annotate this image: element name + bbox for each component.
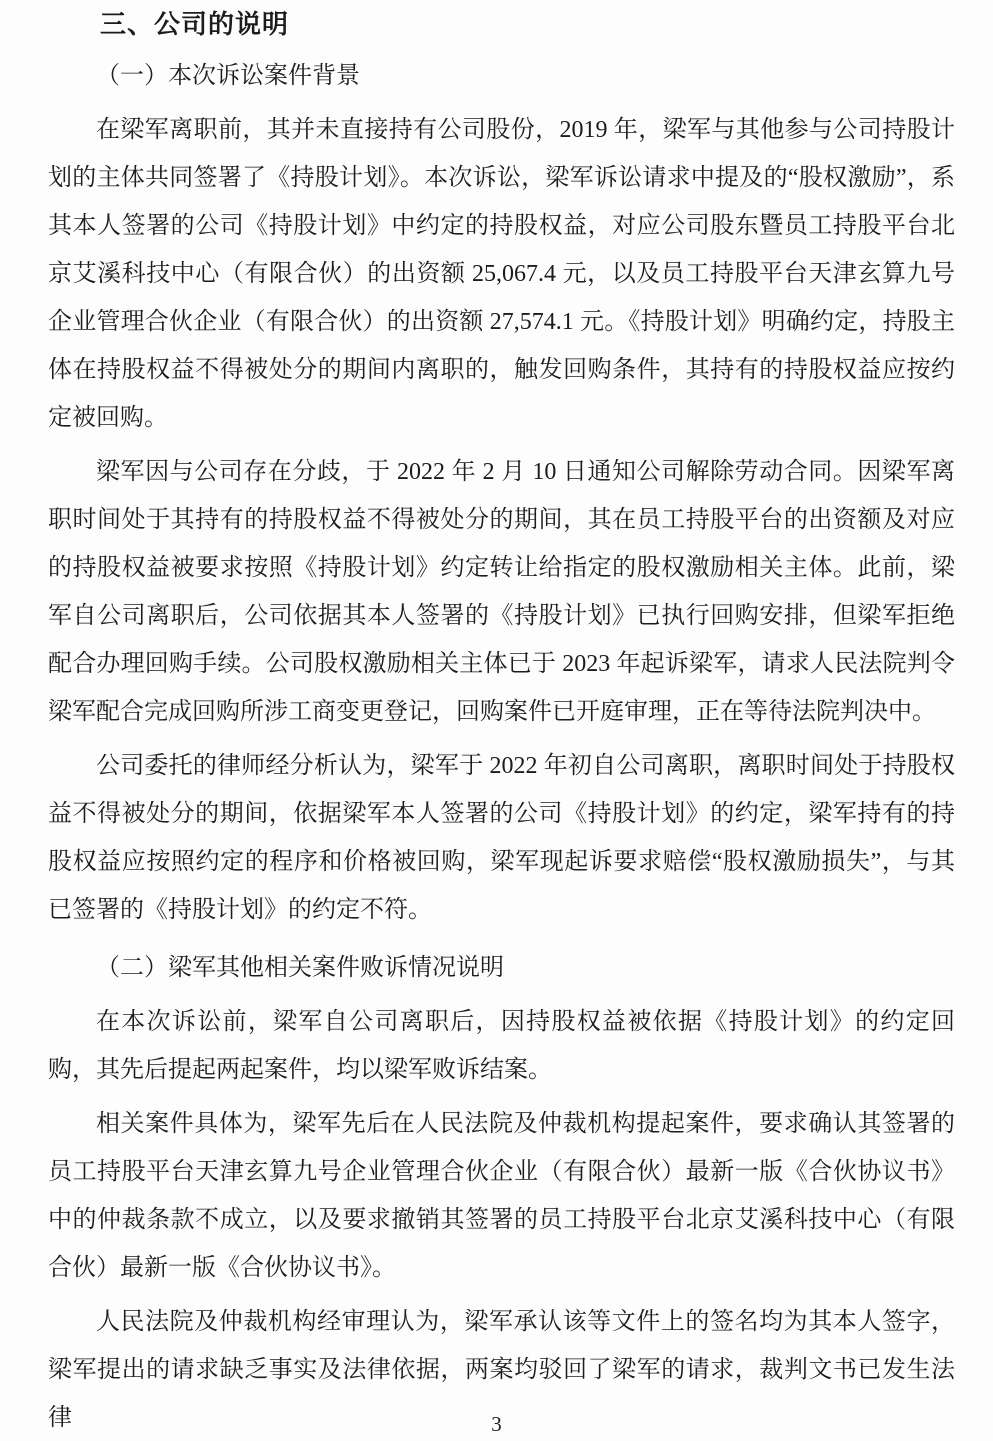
section-1-paragraph-2: 梁军因与公司存在分歧，于 2022 年 2 月 10 日通知公司解除劳动合同。因梁军离职时间处于其持有的持股权益不得被处分的期间，其在员工持股平台的出资额及对应的持股权益被要求按照《持股计划》约定转让给指定的股权激励相关主体。此前，梁军自公司离职后，公司依据其本人签署的《持股计划》已执行回购安排，但梁军拒绝配合办理回购手续。公司股权激励相关主体已于 2023 年起诉梁军，请求人民法院判令梁军配合完成回购所涉工商变更登记，回购案件已开庭审理，正在等待法院判决中。	[48, 459, 955, 725]
document-title: 三、公司的说明	[100, 10, 290, 39]
page-number: 3	[491, 1412, 502, 1436]
section-2-paragraph-2: 相关案件具体为，梁军先后在人民法院及仲裁机构提起案件，要求确认其签署的员工持股平台天津玄算九号企业管理合伙企业（有限合伙）最新一版《合伙协议书》中的仲裁条款不成立，以及要求撤销其签署的员工持股平台北京艾溪科技中心（有限合伙）最新一版《合伙协议书》。	[48, 1111, 955, 1281]
section-1-paragraph-3: 公司委托的律师经分析认为，梁军于 2022 年初自公司离职，离职时间处于持股权益不得被处分的期间，依据梁军本人签署的公司《持股计划》的约定，梁军持有的持股权益应按照约定的程序和价格被回购，梁军现起诉要求赔偿“股权激励损失”，与其已签署的《持股计划》的约定不符。	[48, 753, 955, 923]
section-1-paragraph-1: 在梁军离职前，其并未直接持有公司股份，2019 年，梁军与其他参与公司持股计划的主体共同签署了《持股计划》。本次诉讼，梁军诉讼请求中提及的“股权激励”，系其本人签署的公司《持股计划》中约定的持股权益，对应公司股东暨员工持股平台北京艾溪科技中心（有限合伙）的出资额 25,067.4 元，以及员工持股平台天津玄算九号企业管理合伙企业（有限合伙）的出资额 27,574.1 元。《持股计划》明确约定，持股主体在持股权益不得被处分的期间内离职的，触发回购条件，其持有的持股权益应按约定被回购。	[48, 117, 955, 431]
section-1-heading: （一）本次诉讼案件背景	[96, 63, 360, 89]
section-2-paragraph-3: 人民法院及仲裁机构经审理认为，梁军承认该等文件上的签名均为其本人签字，梁军提出的请求缺乏事实及法律依据，两案均驳回了梁军的请求，裁判文书已发生法律	[48, 1309, 955, 1431]
section-2-heading: （二）梁军其他相关案件败诉情况说明	[96, 955, 504, 981]
section-2-paragraph-1: 在本次诉讼前，梁军自公司离职后，因持股权益被依据《持股计划》的约定回购，其先后提起两起案件，均以梁军败诉结案。	[48, 1009, 955, 1083]
